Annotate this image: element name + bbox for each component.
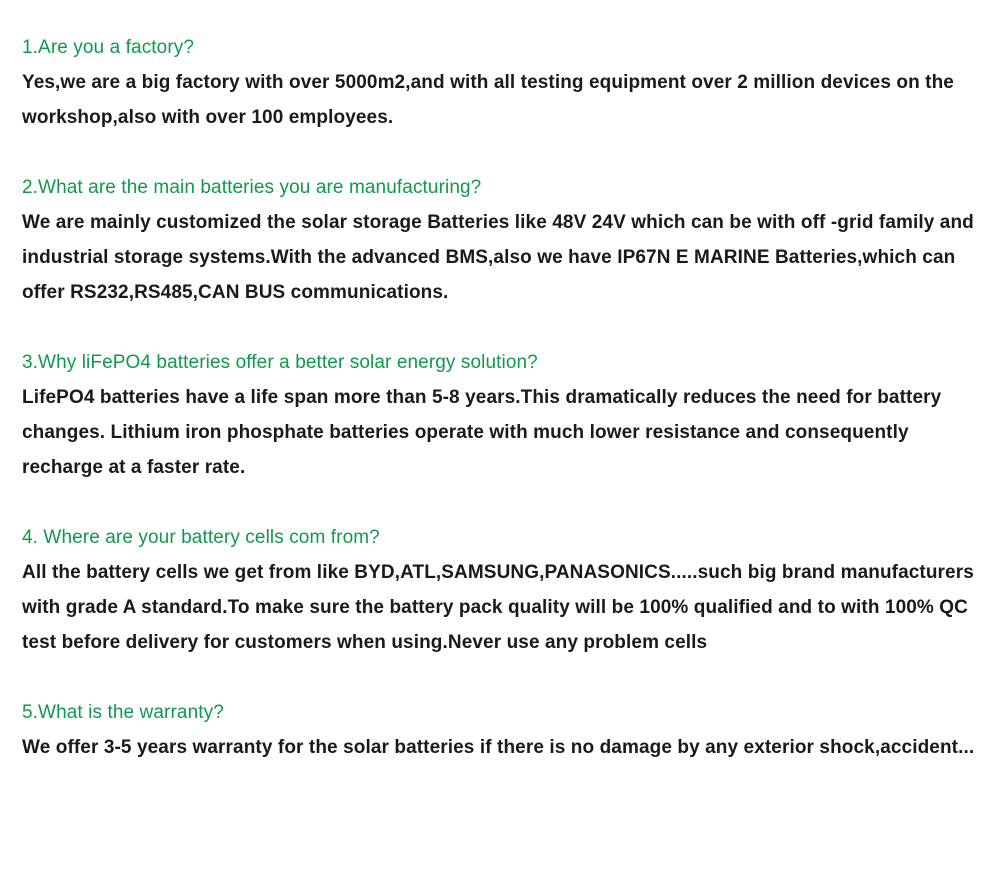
- faq-answer: We are mainly customized the solar storage Batteries like 48V 24V which can be with off -grid family and industrial storage systems.With the advanced BMS,also we have IP67N E MARINE Batteries,which can offer RS232,RS485,CAN BUS communications.: [22, 212, 974, 303]
- faq-question: 1.Are you a factory?: [22, 37, 195, 58]
- faq-answer: We offer 3-5 years warranty for the solar batteries if there is no damage by any exterior shock,accident...: [22, 737, 975, 758]
- faq-answer: All the battery cells we get from like BYD,ATL,SAMSUNG,PANASONICS.....such big brand manufacturers with grade A standard.To make sure the battery pack quality will be 100% qualified and to with 100% QC test before delivery for customers when using.Never use any problem cells: [22, 562, 974, 653]
- faq-answer: Yes,we are a big factory with over 5000m2,and with all testing equipment over 2 million devices on the workshop,also with over 100 employees.: [22, 72, 954, 128]
- faq-list: [22, 30, 982, 800]
- faq-question: 5.What is the warranty?: [22, 702, 224, 723]
- faq-item-battery-cells: [22, 520, 982, 660]
- faq-question: 2.What are the main batteries you are manufacturing?: [22, 177, 482, 198]
- faq-item-lifepo4: [22, 345, 982, 485]
- faq-question: 4. Where are your battery cells com from?: [22, 527, 380, 548]
- faq-item-warranty: [22, 695, 982, 765]
- faq-item-main-batteries: [22, 170, 982, 310]
- faq-answer: LifePO4 batteries have a life span more than 5-8 years.This dramatically reduces the need for battery changes. Lithium iron phosphate batteries operate with much lower resistance and consequently recharge at a faster rate.: [22, 387, 942, 478]
- faq-item-factory: [22, 30, 982, 135]
- faq-question: 3.Why liFePO4 batteries offer a better solar energy solution?: [22, 352, 538, 373]
